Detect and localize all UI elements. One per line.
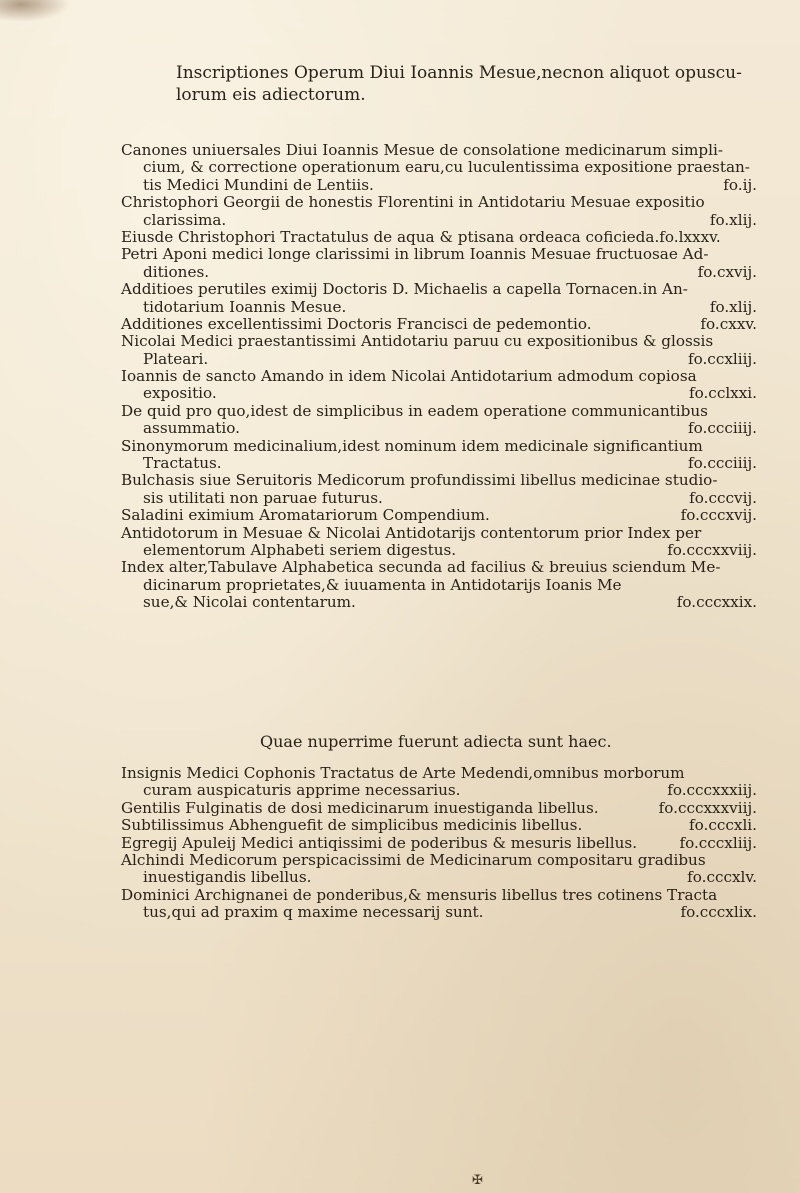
entry-line: [121, 246, 761, 263]
contents-entry: [121, 765, 761, 800]
entry-text: Alchindi Medicorum perspicacissimi de Medicinarum compositaru gradibus: [121, 850, 706, 869]
entry-line: [121, 525, 761, 542]
contents-entry: [121, 472, 761, 507]
page-heading: [176, 62, 742, 106]
folio-reference: fo.cccxxxiij.: [667, 781, 757, 800]
heading-line-2: lorum eis adiectorum.: [176, 85, 366, 105]
entry-line: [121, 852, 761, 869]
contents-entry: [121, 368, 761, 403]
entry-line: [121, 438, 761, 455]
contents-entry: [121, 403, 761, 438]
folio-reference: fo.ccciiij.: [688, 454, 757, 473]
entry-text: Nicolai Medici praestantissimi Antidotariu paruu cu expositionibus & glossis: [121, 332, 714, 351]
entry-line: [121, 194, 761, 211]
entry-text: sis utilitati non paruae futurus.: [143, 488, 383, 507]
heading-line-1: Inscriptiones Operum Diui Ioannis Mesue,necnon aliquot opuscu-: [176, 63, 742, 83]
entry-text: dicinarum proprietates,& iuuamenta in Antidotarijs Ioanis Me: [143, 575, 622, 594]
entry-text: Additioes perutiles eximij Doctoris D. Michaelis a capella Tornacen.in An-: [121, 280, 688, 299]
entry-line: [121, 385, 761, 402]
printer-mark-icon: ✠: [472, 1173, 483, 1188]
folio-reference: fo.cccvij.: [689, 488, 757, 507]
entry-text: Index alter,Tabulave Alphabetica secunda ad facilius & breuius sciendum Me-: [121, 558, 721, 577]
entry-line: [121, 559, 761, 576]
entry-text: Bulchasis siue Seruitoris Medicorum profundissimi libellus medicinae studio-: [121, 471, 718, 490]
folio-reference: fo.cccxvij.: [680, 506, 757, 525]
folio-reference: fo.cxxv.: [700, 314, 757, 333]
contents-entry: [121, 194, 761, 229]
contents-entry: [121, 281, 761, 316]
entry-line: [121, 507, 761, 524]
entry-text: ditiones.: [143, 262, 210, 281]
entry-text: Eiusde Christophori Tractatulus de aqua & ptisana ordeaca coficieda.fo.lxxxv.: [121, 227, 721, 246]
folio-reference: fo.cccxlv.: [687, 868, 757, 887]
folio-reference: fo.ccciiij.: [688, 419, 757, 438]
entry-text: Plateari.: [143, 349, 209, 368]
added-contents-list: [121, 765, 761, 922]
entry-text: Egregij Apuleij Medici antiqissimi de poderibus & mesuris libellus.: [121, 833, 638, 852]
contents-entry: [121, 800, 761, 817]
entry-line: [121, 159, 761, 176]
entry-text: tis Medici Mundini de Lentiis.: [143, 175, 374, 194]
entry-text: Ioannis de sancto Amando in idem Nicolai Antidotarium admodum copiosa: [121, 367, 697, 386]
entry-line: [121, 264, 761, 281]
entry-text: Additiones excellentissimi Doctoris Francisci de pedemontio.: [121, 314, 592, 333]
contents-entry: [121, 438, 761, 473]
folio-reference: fo.ccxliij.: [687, 349, 757, 368]
contents-entry: [121, 887, 761, 922]
entry-line: [121, 835, 761, 852]
entry-line: [121, 212, 761, 229]
entry-line: [121, 403, 761, 420]
entry-text: tus,qui ad praxim q maxime necessarij sunt.: [143, 903, 484, 922]
contents-entry: [121, 507, 761, 524]
entry-line: [121, 577, 761, 594]
entry-text: Christophori Georgii de honestis Florentini in Antidotariu Mesuae expositio: [121, 193, 705, 212]
entry-line: [121, 887, 761, 904]
entry-text: De quid pro quo,idest de simplicibus in eadem operatione communicantibus: [121, 401, 708, 420]
entry-text: elementorum Alphabeti seriem digestus.: [143, 540, 457, 559]
folio-reference: fo.cccxxviij.: [667, 540, 757, 559]
contents-entry: [121, 316, 761, 333]
entry-text: Gentilis Fulginatis de dosi medicinarum inuestiganda libellus.: [121, 798, 599, 817]
entry-line: [121, 904, 761, 921]
folio-reference: fo.xlij.: [709, 210, 757, 229]
entry-line: [121, 368, 761, 385]
entry-text: clarissima.: [143, 210, 227, 229]
contents-entry: [121, 229, 761, 246]
contents-entry: [121, 333, 761, 368]
contents-entry: [121, 817, 761, 834]
contents-entry: [121, 142, 761, 194]
folio-reference: fo.cccxlix.: [680, 903, 757, 922]
entry-line: [121, 472, 761, 489]
entry-text: Insignis Medici Cophonis Tractatus de Arte Medendi,omnibus morborum: [121, 764, 685, 782]
entry-text: assummatio.: [143, 419, 240, 438]
folio-reference: fo.cccxliij.: [679, 833, 757, 852]
entry-line: [121, 869, 761, 886]
entry-line: [121, 765, 761, 782]
entry-line: [121, 229, 761, 246]
contents-list: [121, 142, 761, 612]
section-subheading: Quae nuperrime fuerunt adiecta sunt haec.: [260, 732, 612, 751]
entry-line: [121, 800, 761, 817]
entry-text: curam auspicaturis apprime necessarius.: [143, 781, 461, 800]
entry-line: [121, 351, 761, 368]
entry-text: sue,& Nicolai contentarum.: [143, 593, 356, 612]
entry-text: Saladini eximium Aromatariorum Compendium.: [121, 506, 490, 525]
entry-line: [121, 455, 761, 472]
contents-entry: [121, 852, 761, 887]
entry-text: Subtilissimus Abhenguefit de simplicibus medicinis libellus.: [121, 816, 583, 835]
entry-text: Antidotorum in Mesuae & Nicolai Antidotarijs contentorum prior Index per: [121, 523, 702, 542]
folio-reference: fo.cclxxi.: [688, 384, 757, 403]
contents-entry: [121, 559, 761, 611]
folio-reference: fo.cccxli.: [689, 816, 757, 835]
folio-reference: fo.cccxxxviij.: [658, 798, 757, 817]
entry-line: [121, 420, 761, 437]
entry-line: [121, 299, 761, 316]
entry-line: [121, 316, 761, 333]
entry-text: Petri Aponi medici longe clarissimi in librum Ioannis Mesuae fructuosae Ad-: [121, 245, 709, 264]
paper-stain: [0, 0, 70, 22]
entry-line: [121, 142, 761, 159]
contents-entry: [121, 525, 761, 560]
entry-text: inuestigandis libellus.: [143, 868, 312, 887]
entry-text: expositio.: [143, 384, 217, 403]
entry-line: [121, 542, 761, 559]
entry-line: [121, 817, 761, 834]
entry-line: [121, 782, 761, 799]
entry-line: [121, 490, 761, 507]
entry-line: [121, 177, 761, 194]
entry-text: Canones uniuersales Diui Ioannis Mesue de consolatione medicinarum simpli-: [121, 141, 724, 159]
entry-text: Dominici Archignanei de ponderibus,& mensuris libellus tres cotinens Tracta: [121, 885, 718, 904]
entry-line: [121, 333, 761, 350]
entry-line: [121, 281, 761, 298]
entry-text: Sinonymorum medicinalium,idest nominum idem medicinale significantium: [121, 436, 703, 455]
contents-entry: [121, 246, 761, 281]
contents-entry: [121, 835, 761, 852]
folio-reference: fo.ij.: [723, 175, 757, 194]
folio-reference: fo.cxvij.: [697, 262, 757, 281]
entry-text: tidotarium Ioannis Mesue.: [143, 297, 347, 316]
entry-line: [121, 594, 761, 611]
entry-text: cium, & correctione operationum earu,cu luculentissima expositione praestan-: [143, 158, 750, 177]
entry-text: Tractatus.: [143, 454, 222, 473]
folio-reference: fo.xlij.: [709, 297, 757, 316]
folio-reference: fo.cccxxix.: [676, 593, 757, 612]
